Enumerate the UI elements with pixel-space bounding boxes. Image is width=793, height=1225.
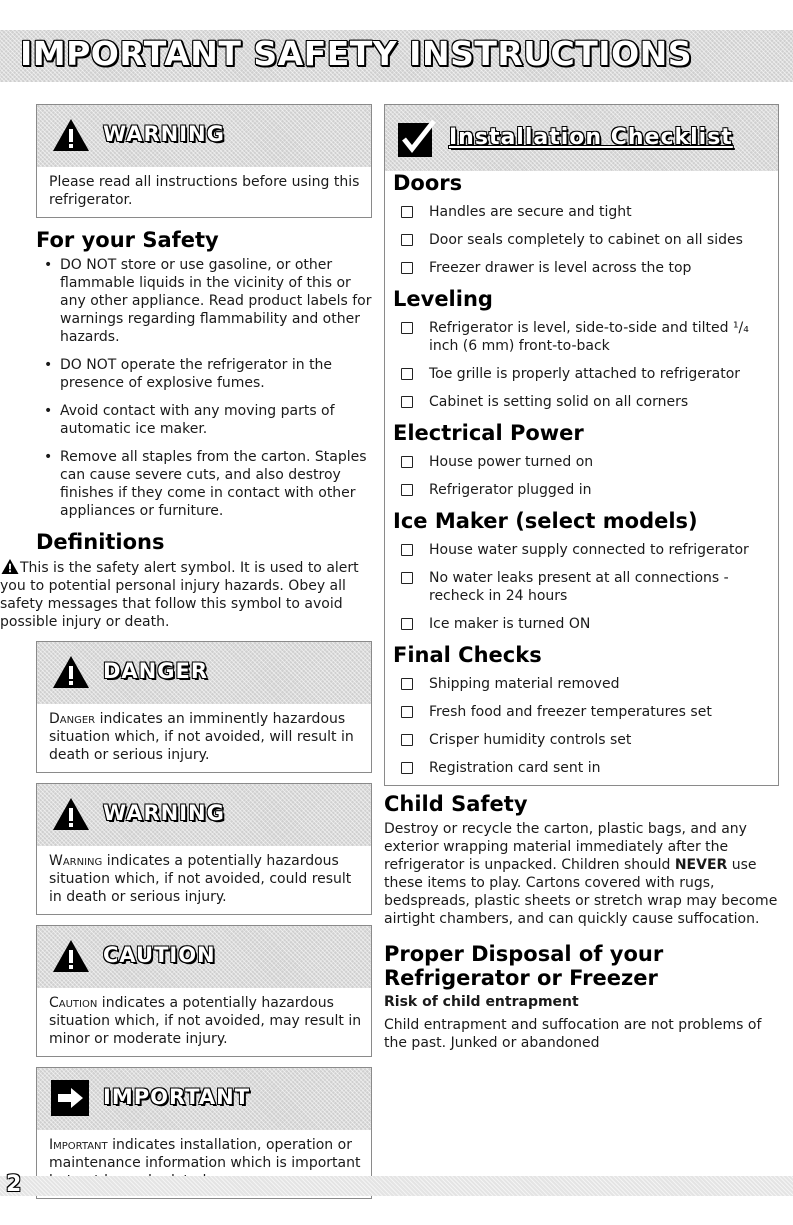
checkbox[interactable]	[401, 544, 413, 556]
doors-list	[393, 203, 772, 277]
important-body: indicates installation, operation or maintenance information which is important	[49, 1137, 361, 1171]
warning-box-header	[37, 784, 371, 846]
list-item: • DO NOT store or use gasoline, or other flammable liquids in the vicinity of this or any other appliance. Read product labels for warnings regarding flammability and other hazards.	[60, 256, 372, 346]
checkbox[interactable]	[401, 322, 413, 334]
checkbox[interactable]	[401, 484, 413, 496]
arrow-right-icon	[51, 1080, 89, 1116]
warning-triangle-icon	[51, 117, 91, 153]
checklist-item-label: Shipping material removed	[429, 676, 620, 692]
checklist-item-label: Freezer drawer is level across the top	[429, 260, 692, 276]
checklist-item-label: Toe grille is properly attached to refrigerator	[429, 366, 741, 382]
emphasis-never: NEVER	[674, 857, 728, 873]
list-item	[401, 231, 772, 249]
list-item	[401, 541, 772, 559]
list-item	[401, 259, 772, 277]
checkbox[interactable]	[401, 572, 413, 584]
checkbox[interactable]	[401, 396, 413, 408]
page-number: 2	[6, 1172, 22, 1197]
warning-text: Please read all instructions before using this refrigerator.	[49, 174, 360, 208]
child-safety-body: Destroy or recycle the carton, plastic bags, and any exterior wrapping material immediately after the refrigerator is unpacked. Children should	[384, 821, 747, 873]
checklist-heading: Installation Checklist	[449, 125, 733, 150]
electrical-list	[393, 453, 772, 499]
child-safety-heading: Child Safety	[384, 792, 528, 816]
list-item	[401, 393, 772, 411]
disposal-heading-line2: Refrigerator or Freezer	[384, 966, 658, 990]
checklist-item-label: Door seals completely to cabinet on all sides	[429, 232, 743, 248]
checklist-item-label: Fresh food and freezer temperatures set	[429, 704, 712, 720]
checklist-item-label: Registration card sent in	[429, 760, 601, 776]
warning-heading: WARNING	[103, 122, 225, 146]
checklist-header	[385, 105, 778, 171]
list-item	[401, 731, 772, 749]
safety-alert-icon	[0, 558, 20, 575]
warning-box	[36, 783, 372, 915]
definitions-heading: Definitions	[36, 530, 165, 554]
warning-box-header	[37, 105, 371, 167]
checkbox[interactable]	[401, 456, 413, 468]
definitions-body: This is the safety alert symbol. It is used to alert you to potential personal injury hazards. Obey all safety messages that follow this symbol to avoid possible injury or death.	[0, 560, 359, 630]
disposal-heading-line1: Proper Disposal of your	[384, 942, 664, 966]
checkmark-box-icon	[397, 119, 437, 159]
electrical-heading: Electrical Power	[393, 421, 584, 445]
list-item	[401, 703, 772, 721]
checklist-item-label: Refrigerator is level, side-to-side and tilted ¹/₄ inch (6 mm) front-to-back	[429, 320, 749, 354]
checkbox[interactable]	[401, 762, 413, 774]
caution-box-header	[37, 926, 371, 988]
page-title: IMPORTANT SAFETY INSTRUCTIONS	[20, 34, 693, 73]
caution-text	[37, 988, 371, 1056]
warning-body: indicates a potentially hazardous situation which, if not avoided, could result in death or serious injury.	[49, 853, 352, 905]
checkbox[interactable]	[401, 262, 413, 274]
danger-box-header	[37, 642, 371, 704]
important-box-header	[37, 1068, 371, 1130]
disposal-heading	[384, 942, 779, 990]
list-item	[401, 453, 772, 471]
checklist-item-label: No water leaks present at all connections - recheck in 24 hours	[429, 570, 729, 604]
danger-body: indicates an imminently hazardous situation which, if not avoided, will result in death or serious injury.	[49, 711, 354, 763]
list-item: • Remove all staples from the carton. Staples can cause severe cuts, and also destroy finishes if they come in contact with other appliances or furniture.	[60, 448, 372, 520]
safety-list	[36, 256, 372, 520]
checklist-item-label: Handles are secure and tight	[429, 204, 632, 220]
list-item	[401, 675, 772, 693]
ice-maker-heading: Ice Maker (select models)	[393, 509, 698, 533]
checkbox[interactable]	[401, 368, 413, 380]
final-checks-list	[393, 675, 772, 777]
danger-heading: DANGER	[103, 659, 209, 683]
checklist-item-label: House water supply connected to refrigerator	[429, 542, 749, 558]
list-item	[401, 569, 772, 605]
checklist-item-label: House power turned on	[429, 454, 594, 470]
list-item	[401, 319, 772, 355]
danger-box	[36, 641, 372, 773]
list-item	[401, 481, 772, 499]
caution-heading: CAUTION	[103, 943, 216, 967]
child-safety-body-cont: use these items to play. Cartons covered with rugs, bedspreads, plastic sheets or stretch wrap may become airtight chambers, and can quickly cause suffocation.	[384, 857, 778, 927]
title-bar	[0, 30, 793, 82]
checklist-item-label: Crisper humidity controls set	[429, 732, 632, 748]
list-item	[401, 759, 772, 777]
danger-text	[37, 704, 371, 772]
list-item: • Avoid contact with any moving parts of automatic ice maker.	[60, 402, 372, 438]
checklist-item-label: Refrigerator plugged in	[429, 482, 592, 498]
checklist-item-label: Cabinet is setting solid on all corners	[429, 394, 689, 410]
ice-maker-list	[393, 541, 772, 633]
warning-triangle-icon	[51, 796, 91, 832]
warning-lead: Warning	[49, 853, 103, 869]
definitions-text	[0, 558, 372, 631]
checkbox[interactable]	[401, 678, 413, 690]
danger-lead: Danger	[49, 711, 96, 727]
warning-triangle-icon	[51, 938, 91, 974]
warning-triangle-icon	[51, 654, 91, 690]
caution-body: indicates a potentially hazardous situation which, if not avoided, may result in minor or moderate injury.	[49, 995, 362, 1047]
list-item: • DO NOT operate the refrigerator in the presence of explosive fumes.	[60, 356, 372, 392]
warning-heading: WARNING	[103, 801, 225, 825]
important-heading: IMPORTANT	[103, 1085, 251, 1109]
list-item	[401, 203, 772, 221]
right-column	[384, 104, 779, 1052]
entrapment-subheading: Risk of child entrapment	[384, 994, 579, 1010]
list-item	[401, 615, 772, 633]
caution-box	[36, 925, 372, 1057]
checkbox[interactable]	[401, 206, 413, 218]
checkbox[interactable]	[401, 734, 413, 746]
entrapment-text: Child entrapment and suffocation are not problems of the past. Junked or abandoned	[384, 1017, 762, 1051]
caution-lead: Caution	[49, 995, 98, 1011]
for-your-safety-heading: For your Safety	[36, 228, 219, 252]
checkbox[interactable]	[401, 234, 413, 246]
final-checks-heading: Final Checks	[393, 643, 542, 667]
checkbox[interactable]	[401, 706, 413, 718]
important-lead: Important	[49, 1137, 108, 1153]
left-column	[0, 104, 372, 1209]
doors-heading: Doors	[393, 171, 463, 195]
warning-text	[37, 846, 371, 914]
checkbox[interactable]	[401, 618, 413, 630]
warning-box-top	[36, 104, 372, 218]
leveling-heading: Leveling	[393, 287, 493, 311]
child-safety-text	[384, 820, 779, 928]
list-item	[401, 365, 772, 383]
checklist-item-label: Ice maker is turned ON	[429, 616, 591, 632]
installation-checklist-box	[384, 104, 779, 786]
leveling-list	[393, 319, 772, 411]
footer-bar	[0, 1172, 793, 1197]
